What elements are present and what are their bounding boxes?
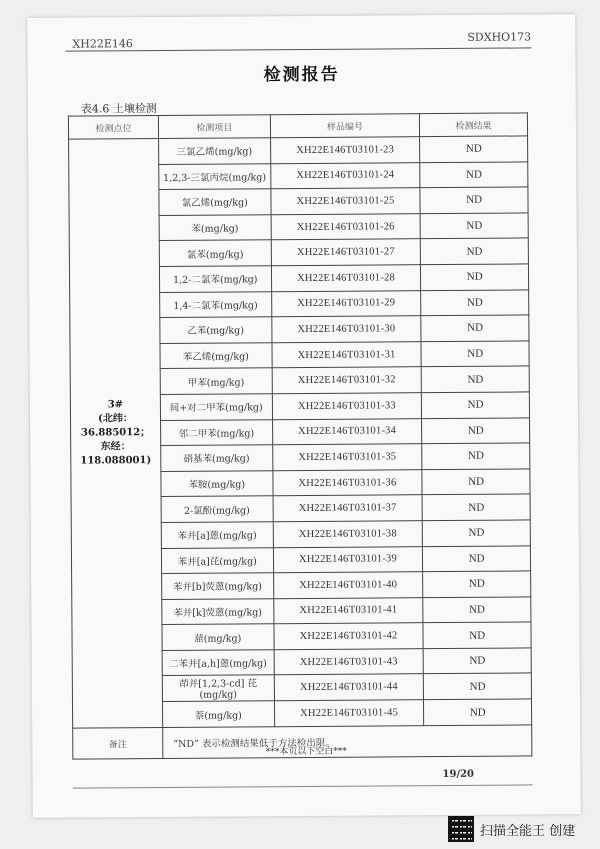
sample-id-cell: XH22E146T03101-45	[274, 700, 424, 727]
item-cell: 苯并[a]芘(mg/kg)	[161, 547, 273, 573]
result-cell: ND	[421, 341, 529, 367]
result-cell: ND	[423, 622, 531, 648]
item-cell: 䓛(mg/kg)	[162, 624, 274, 650]
sample-id-cell: XH22E146T03101-39	[273, 546, 423, 573]
item-cell: 苯并[b]荧蒽(mg/kg)	[162, 573, 274, 599]
report-code-left: XH22E146	[72, 37, 133, 51]
table-row	[69, 136, 528, 165]
result-cell: ND	[422, 392, 530, 418]
item-cell: 苯并[a]蒽(mg/kg)	[161, 522, 273, 548]
item-cell: 萘(mg/kg)	[162, 701, 274, 727]
result-cell: ND	[423, 571, 531, 597]
col-header-sample: 样品编号	[270, 114, 420, 138]
sample-id-cell: XH22E146T03101-32	[272, 367, 422, 394]
sample-id-cell: XH22E146T03101-37	[273, 495, 423, 522]
sample-id-cell: XH22E146T03101-30	[271, 316, 421, 343]
sample-id-cell: XH22E146T03101-43	[274, 649, 424, 676]
result-cell: ND	[420, 187, 528, 213]
item-cell: 乙苯(mg/kg)	[160, 317, 272, 343]
footer-rule	[73, 784, 533, 788]
sample-id-cell: XH22E146T03101-35	[272, 444, 422, 471]
item-cell: 甲苯(mg/kg)	[160, 368, 272, 394]
sample-id-cell: XH22E146T03101-28	[271, 265, 421, 292]
sample-id-cell: XH22E146T03101-36	[272, 469, 422, 496]
sample-id-cell: XH22E146T03101-33	[272, 393, 422, 420]
results-table	[68, 112, 532, 759]
item-cell: 1,4-二氯苯(mg/kg)	[160, 291, 272, 317]
item-cell: 氯乙烯(mg/kg)	[159, 189, 271, 215]
result-cell: ND	[422, 443, 530, 469]
sample-id-cell: XH22E146T03101-31	[272, 341, 422, 368]
watermark-text: 扫描全能王 创建	[480, 823, 576, 839]
result-cell: ND	[421, 289, 529, 315]
result-cell: ND	[420, 136, 528, 162]
sample-id-cell: XH22E146T03101-29	[271, 290, 421, 317]
sampling-point-lon: 东经：118.088001)	[80, 441, 152, 467]
item-cell: 茚并[1,2,3-cd] 芘(mg/kg)	[162, 675, 274, 702]
item-cell: 氯苯(mg/kg)	[159, 240, 271, 266]
table-caption: 表4.6 土壤检测	[80, 102, 157, 116]
col-header-point: 检测点位	[68, 116, 158, 140]
result-cell: ND	[424, 673, 532, 700]
result-cell: ND	[423, 520, 531, 546]
table-header-row	[68, 113, 527, 139]
note-text: “ND” 表示检测结果低于方法检出限。	[163, 725, 532, 759]
result-cell: ND	[424, 699, 532, 725]
sample-id-cell: XH22E146T03101-44	[274, 674, 424, 701]
sample-id-cell: XH22E146T03101-26	[271, 213, 421, 240]
item-cell: 苯胺(mg/kg)	[161, 470, 273, 496]
sample-id-cell: XH22E146T03101-24	[270, 162, 420, 189]
blank-below-mark: ***本页以下空白***	[265, 746, 347, 758]
result-cell: ND	[421, 315, 529, 341]
sample-id-cell: XH22E146T03101-38	[273, 521, 423, 548]
sample-id-cell: XH22E146T03101-25	[271, 188, 421, 215]
result-cell: ND	[420, 213, 528, 239]
item-cell: 苯乙烯(mg/kg)	[160, 342, 272, 368]
sample-id-cell: XH22E146T03101-42	[274, 623, 424, 650]
result-cell: ND	[423, 545, 531, 571]
header-rule	[65, 47, 531, 51]
result-cell: ND	[423, 597, 531, 623]
sample-id-cell: XH22E146T03101-34	[272, 418, 422, 445]
sample-id-cell: XH22E146T03101-27	[271, 239, 421, 266]
note-label: 备注	[73, 728, 163, 760]
item-cell: 间+对二甲苯(mg/kg)	[160, 394, 272, 420]
sample-id-cell: XH22E146T03101-40	[273, 572, 423, 599]
result-cell: ND	[422, 417, 530, 443]
sampling-point-name: 3#	[107, 399, 124, 411]
report-title: 检测报告	[263, 64, 340, 86]
item-cell: 硝基苯(mg/kg)	[161, 445, 273, 471]
result-cell: ND	[421, 238, 529, 264]
result-cell: ND	[420, 162, 528, 188]
result-cell: ND	[422, 469, 530, 495]
page-number: 19/20	[442, 768, 475, 781]
document-page	[27, 14, 581, 818]
item-cell: 邻二甲苯(mg/kg)	[160, 419, 272, 445]
sampling-point-cell	[69, 139, 163, 729]
result-cell: ND	[422, 366, 530, 392]
result-cell: ND	[422, 494, 530, 520]
item-cell: 1,2,3-三氯丙烷(mg/kg)	[159, 163, 271, 189]
item-cell: 二苯并[a,h]蒽(mg/kg)	[162, 650, 274, 676]
item-cell: 三氯乙烯(mg/kg)	[158, 138, 270, 164]
scanner-watermark	[448, 816, 575, 842]
col-header-item: 检测项目	[158, 115, 270, 139]
result-cell: ND	[421, 264, 529, 290]
sample-id-cell: XH22E146T03101-23	[270, 137, 420, 164]
item-cell: 1,2-二氯苯(mg/kg)	[159, 266, 271, 292]
item-cell: 2-氯酚(mg/kg)	[161, 496, 273, 522]
item-cell: 苯(mg/kg)	[159, 215, 271, 241]
qr-code-icon	[448, 816, 474, 842]
report-code-right: SDXHO173	[467, 30, 532, 44]
item-cell: 苯并[k]荧蒽(mg/kg)	[162, 598, 274, 624]
sampling-point-lat: (北纬：36.885012；	[80, 413, 151, 439]
table-body	[69, 136, 532, 728]
sample-id-cell: XH22E146T03101-41	[273, 597, 423, 624]
col-header-result: 检测结果	[420, 113, 528, 137]
result-cell: ND	[423, 648, 531, 674]
